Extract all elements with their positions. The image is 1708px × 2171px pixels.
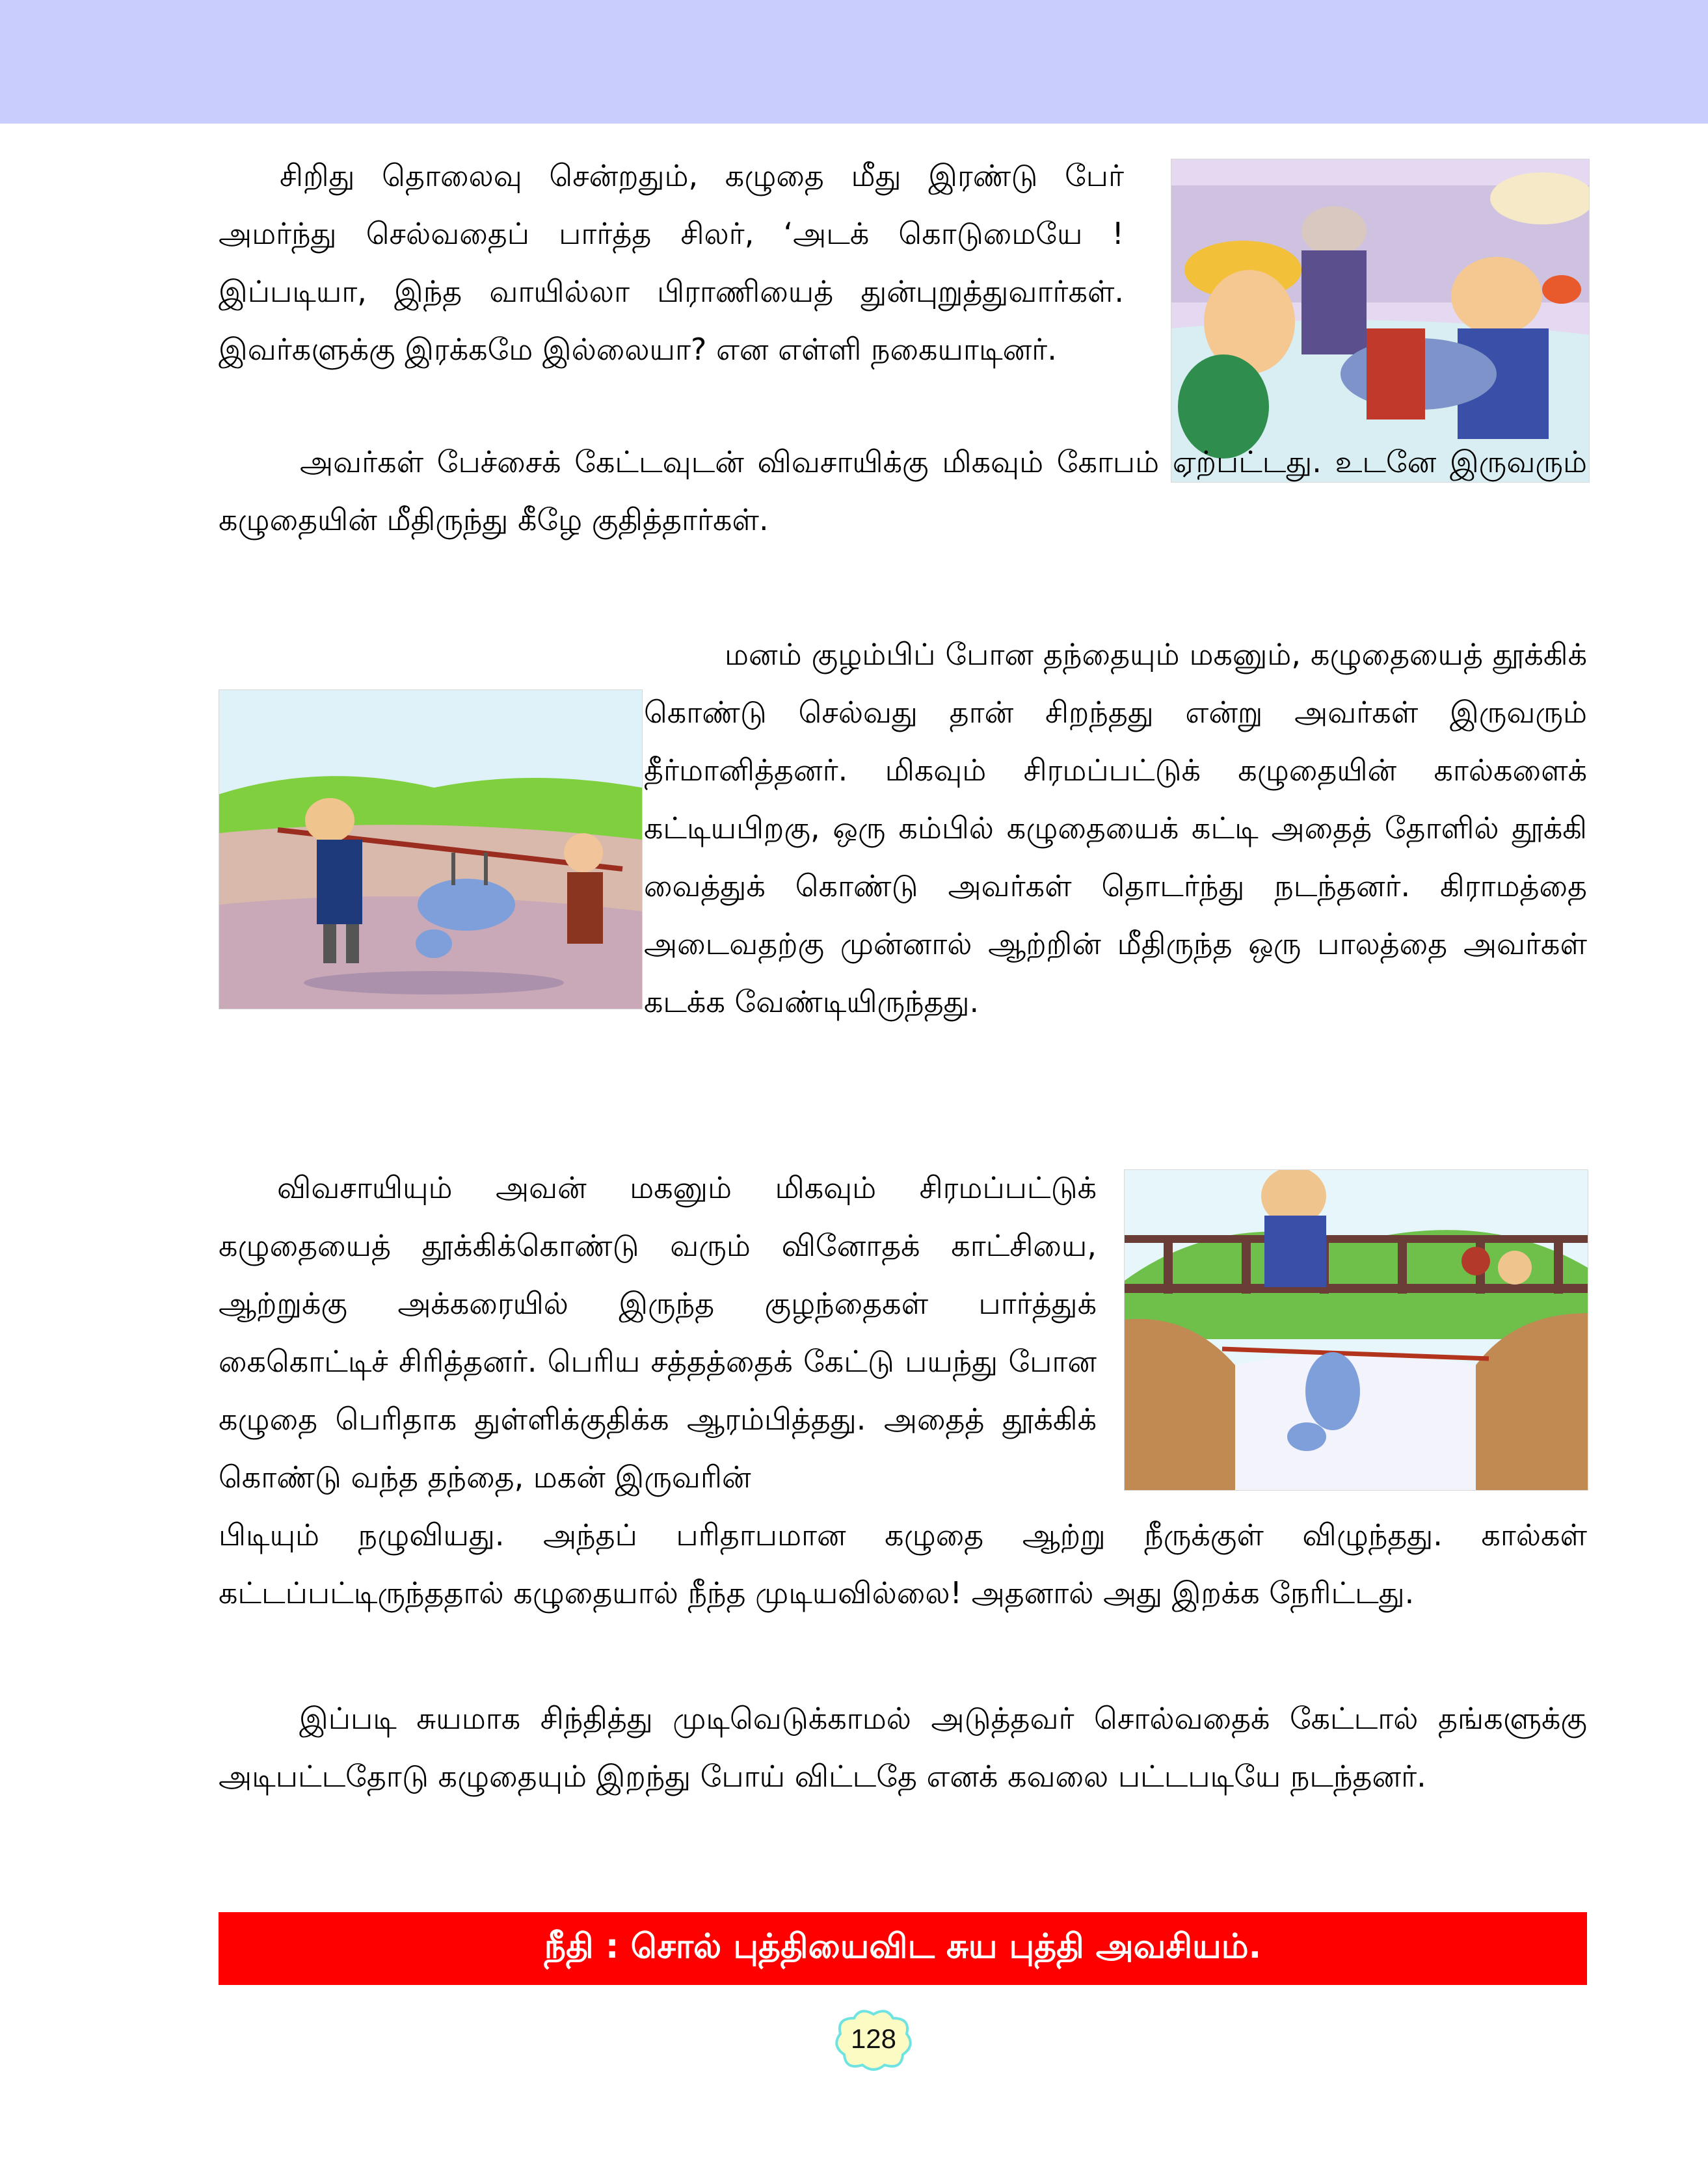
page-number: 128 [850,2023,897,2054]
moral-text: நீதி : சொல் புத்தியைவிட சுய புத்தி அவசியம். [544,1926,1262,1966]
moral-banner [219,1912,1587,1985]
paragraph-4: விவசாயியும் அவன் மகனும் மிகவும் சிரமப்பட்டுக் கழுதையைத் தூக்கிக்கொண்டு வரும் வினோதக் காட்சியை, ஆற்றுக்கு அக்கரையில் இருந்த குழந்தைகள் பார்த்துக் கைகொட்டிச் சிரித்தனர். பெரிய சத்தத்தைக் கேட்டு பயந்து போன கழுதை பெரிதாக துள்ளிக்குதிக்க ஆரம்பித்தது. அதைத் தூக்கிக் கொண்டு வந்த தந்தை, மகன் இருவரின் [219,1170,1097,1495]
illustration-bridge-fall [1124,1169,1588,1491]
illustration-carrying-donkey [219,689,643,1009]
paragraph-1: சிறிது தொலைவு சென்றதும், கழுதை மீது இரண்டு பேர் அமர்ந்து செல்வதைப் பார்த்த சிலர், ‘அடக் கொடுமையே ! இப்படியா, இந்த வாயில்லா பிராணியைத் துன்புறுத்துவார்கள். இவர்களுக்கு இரக்கமே இல்லையா? என எள்ளி நகையாடினர். [219,158,1124,367]
paragraph-4-continued: பிடியும் நழுவியது. அந்தப் பரிதாபமான கழுதை ஆற்று நீருக்குள் விழுந்தது. கால்கள் கட்டப்பட்டிருந்ததால் கழுதையால் நீந்த முடியவில்லை! அதனால் அது இறக்க நேரிட்டது. [219,1517,1587,1610]
paragraph-5: இப்படி சுயமாக சிந்தித்து முடிவெடுக்காமல் அடுத்தவர் சொல்வதைக் கேட்டால் தங்களுக்கு அடிபட்டதோடு கழுதையும் இறந்து போய் விட்டதே எனக் கவலை பட்டபடியே நடந்தனர். [219,1701,1587,1794]
paragraph-3: மனம் குழம்பிப் போன தந்தையும் மகனும், கழுதையைத் தூக்கிக் கொண்டு செல்வது தான் சிறந்தது என்று அவர்கள் இருவரும் தீர்மானித்தனர். மிகவும் சிரமப்பட்டுக் கழுதையின் கால்களைக் கட்டியபிறகு, ஒரு கம்பில் கழுதையைக் கட்டி அதைத் தோளில் தூக்கி வைத்துக் கொண்டு அவர்கள் தொடர்ந்து நடந்தனர். கிராமத்தை அடைவதற்கு முன்னால் ஆற்றின் மீதிருந்த ஒரு பாலத்தை அவர்கள் கடக்க வேண்டியிருந்தது. [644,637,1587,1019]
page-number-badge [831,2006,916,2071]
header-band [0,0,1708,124]
paragraph-2: அவர்கள் பேச்சைக் கேட்டவுடன் விவசாயிக்கு மிகவும் கோபம் ஏற்பட்டது. உடனே இருவரும் கழுதையின் மீதிருந்து கீழே குதித்தார்கள். [219,444,1587,537]
